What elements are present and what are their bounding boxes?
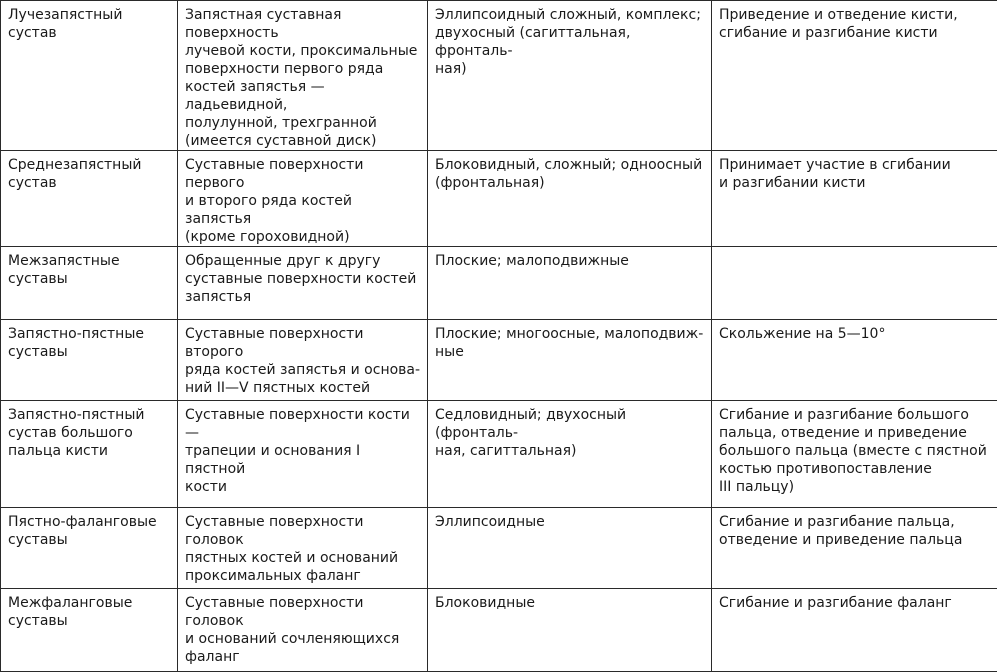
joint-type-cell: Блоковидный, сложный; одноосный (фронтальная) <box>428 151 712 247</box>
articular-surfaces-cell: Суставные поверхности первого и второго ряда костей запястья (кроме гороховидной) <box>178 151 428 247</box>
joint-type-cell: Блоковидные <box>428 589 712 672</box>
joint-type-cell: Плоские; многоосные, малоподвиж- ные <box>428 320 712 401</box>
table-row <box>1 1 997 151</box>
joint-name-cell: Межфаланговые суставы <box>1 589 178 672</box>
joint-name-cell: Запястно-пястный сустав большого пальца кисти <box>1 401 178 508</box>
articular-surfaces-cell: Суставные поверхности второго ряда костей запястья и основа- ний II—V пястных костей <box>178 320 428 401</box>
movement-cell: Принимает участие в сгибании и разгибании кисти <box>712 151 997 247</box>
joint-name-cell: Среднезапястный сустав <box>1 151 178 247</box>
joint-name-cell: Лучезапястный сустав <box>1 1 178 151</box>
joint-type-cell: Плоские; малоподвижные <box>428 247 712 320</box>
movement-cell: Сгибание и разгибание большого пальца, отведение и приведение большого пальца (вместе с пястной костью противопоставление III пальцу) <box>712 401 997 508</box>
joint-name-cell: Запястно-пястные суставы <box>1 320 178 401</box>
movement-cell: Приведение и отведение кисти, сгибание и разгибание кисти <box>712 1 997 151</box>
articular-surfaces-cell: Обращенные друг к другу суставные поверхности костей запястья <box>178 247 428 320</box>
movement-cell: Сгибание и разгибание пальца, отведение и приведение пальца <box>712 508 997 589</box>
joint-type-cell: Эллипсоидный сложный, комплекс; двухосный (сагиттальная, фронталь- ная) <box>428 1 712 151</box>
articular-surfaces-cell: Суставные поверхности кости — трапеции и основания I пястной кости <box>178 401 428 508</box>
table-row <box>1 247 997 320</box>
table-row <box>1 401 997 508</box>
joint-name-cell: Пястно-фаланговые суставы <box>1 508 178 589</box>
table-row <box>1 320 997 401</box>
joint-type-cell: Эллипсоидные <box>428 508 712 589</box>
movement-cell: Скольжение на 5—10° <box>712 320 997 401</box>
movement-cell <box>712 247 997 320</box>
table-row <box>1 589 997 672</box>
table-row <box>1 151 997 247</box>
joint-name-cell: Межзапястные суставы <box>1 247 178 320</box>
articular-surfaces-cell: Суставные поверхности головок пястных костей и оснований проксимальных фаланг <box>178 508 428 589</box>
table-row <box>1 508 997 589</box>
articular-surfaces-cell: Запястная суставная поверхность лучевой кости, проксимальные поверхности первого ряда костей запястья — ладьевидной, полулунной, трехгранной (имеется суставной диск) <box>178 1 428 151</box>
movement-cell: Сгибание и разгибание фаланг <box>712 589 997 672</box>
articular-surfaces-cell: Суставные поверхности головок и оснований сочленяющихся фаланг <box>178 589 428 672</box>
joint-type-cell: Седловидный; двухосный (фронталь- ная, сагиттальная) <box>428 401 712 508</box>
